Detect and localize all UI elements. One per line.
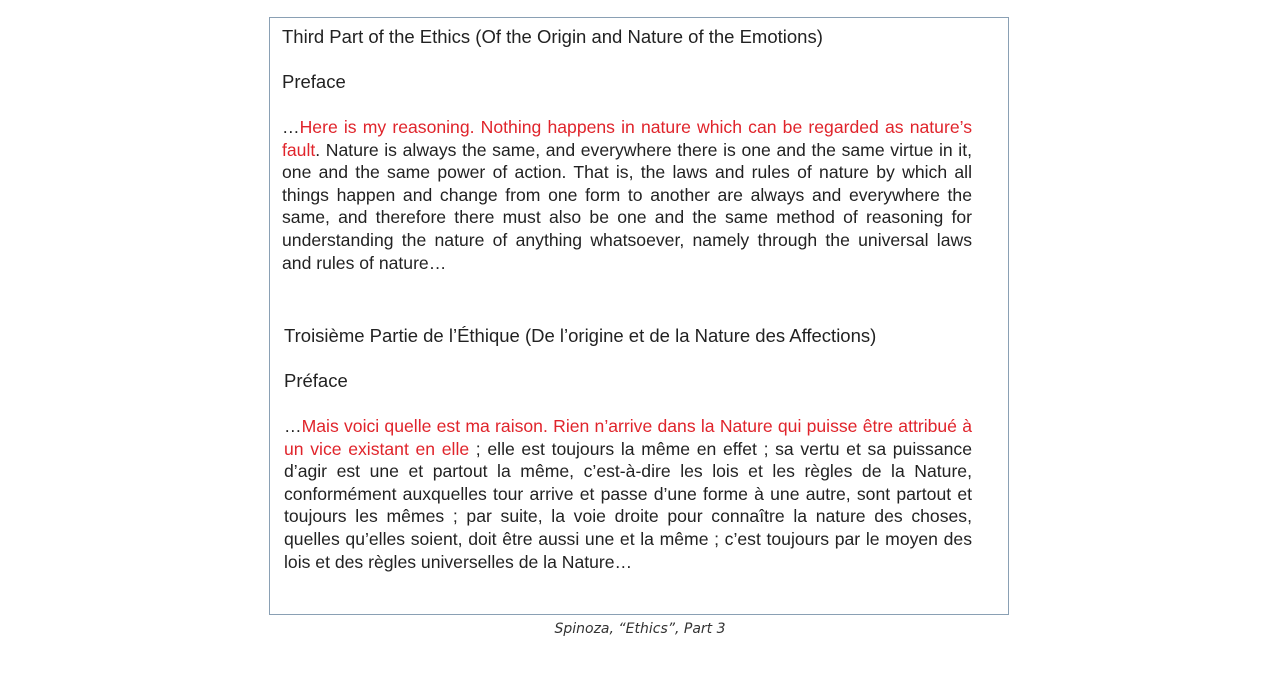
french-body-text: ; elle est toujours la même en effet ; sa vertu et sa puissance d’agir est une et partout la même, c’est-à-dire les lois et les règles de la Nature, conformément auxquelles tour arrive et passe d’une forme à une autre, sont partout et toujours les mêmes ; par suite, la voie droite pour connaître la nature des choses, quelles qu’elles soient, doit être aussi une et la même ; c’est toujours par le moyen des lois et des règles universelles de la Nature… bbox=[284, 438, 972, 572]
english-section bbox=[282, 26, 972, 274]
french-quote bbox=[284, 415, 972, 573]
french-highlighted-text: Mais voici quelle est ma raison. Rien n’arrive dans la Nature qui puisse être attribué à un vice existant en elle bbox=[284, 416, 972, 459]
french-preface-title: Préface bbox=[284, 370, 348, 391]
english-ellipsis: … bbox=[282, 117, 300, 137]
french-section bbox=[284, 325, 972, 573]
english-heading: Third Part of the Ethics (Of the Origin and Nature of the Emotions) bbox=[282, 26, 823, 47]
french-heading: Troisième Partie de l’Éthique (De l’origine et de la Nature des Affections) bbox=[284, 325, 877, 346]
figure-caption: Spinoza, “Ethics”, Part 3 bbox=[554, 621, 726, 637]
english-quote bbox=[282, 116, 972, 274]
english-body-text: . Nature is always the same, and everywhere there is one and the same virtue in it, one and the same power of action. That is, the laws and rules of nature by which all things happen and change from one form to another are always and everywhere the same, and therefore there must also be one and the same method of reasoning for understanding the nature of anything whatsoever, namely through the universal laws and rules of nature… bbox=[282, 139, 972, 273]
french-ellipsis: … bbox=[284, 416, 302, 436]
english-preface-title: Preface bbox=[282, 71, 346, 92]
quote-box bbox=[269, 17, 1009, 615]
english-highlighted-text: Here is my reasoning. Nothing happens in nature which can be regarded as nature’s fault bbox=[282, 117, 972, 160]
